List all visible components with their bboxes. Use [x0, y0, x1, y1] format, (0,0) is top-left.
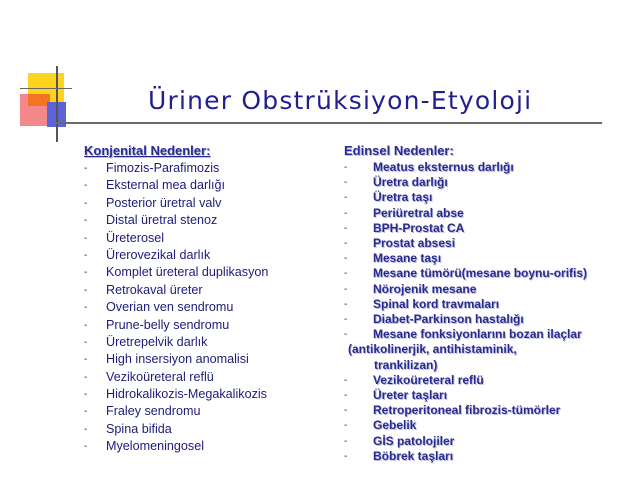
list-item-text: Diabet-Parkinson hastalığı [373, 312, 524, 327]
congenital-heading: Konjenital Nedenler: [84, 143, 211, 158]
list-item-text: Üretra taşı [373, 190, 433, 205]
bullet-marker: - [344, 192, 348, 204]
bullet-marker: - [84, 267, 88, 279]
list-item [84, 212, 268, 229]
list-item [84, 386, 268, 403]
bullet-marker: - [344, 207, 348, 219]
list-item [344, 175, 603, 190]
list-item-text: Retrokaval üreter [106, 282, 203, 297]
list-item [344, 418, 603, 433]
bullet-marker: - [344, 329, 348, 341]
deco-red-square [20, 94, 50, 126]
list-item [344, 297, 603, 312]
list-item-text: Üreter taşları [373, 388, 448, 403]
bullet-marker: - [84, 163, 88, 174]
acquired-causes-column [344, 141, 603, 464]
bullet-marker: - [84, 354, 88, 366]
list-item [344, 373, 603, 388]
list-item [344, 449, 603, 464]
bullet-marker: - [84, 249, 88, 261]
bullet-marker: - [84, 284, 88, 296]
list-item-text: Üreterosel [106, 230, 165, 245]
bullet-marker: - [84, 406, 88, 418]
bullet-marker: - [84, 302, 88, 314]
list-item [344, 236, 603, 251]
bullet-marker: - [344, 283, 348, 295]
list-item-text: Mesane fonksiyonlarını bozan ilaçlar [373, 327, 582, 342]
page-title: Üriner Obstrüksiyon-Etyoloji [148, 86, 533, 115]
list-item [84, 160, 268, 177]
deco-vertical-line [56, 66, 58, 142]
bullet-marker: - [84, 336, 88, 348]
bullet-marker: - [344, 298, 348, 310]
list-item-text: Böbrek taşları [373, 448, 454, 463]
congenital-list [84, 160, 268, 456]
bullet-marker: - [344, 162, 348, 173]
list-item [344, 221, 603, 236]
list-item [84, 403, 268, 420]
list-item-text: Distal üretral stenoz [106, 213, 218, 228]
list-item [344, 403, 603, 418]
list-item-text: High insersiyon anomalisi [106, 352, 249, 367]
list-item [344, 282, 603, 297]
list-item-text: Nörojenik mesane [373, 281, 477, 296]
list-item-text: Hidrokalikozis-Megakalikozis [106, 387, 267, 402]
acquired-heading: Edinsel Nedenler: [344, 143, 454, 158]
list-item [84, 299, 268, 316]
list-item-text: Mesane tümörü(mesane boynu-orifis) [373, 266, 588, 281]
list-item-text: (antikolinerjik, antihistaminik, [348, 342, 517, 357]
bullet-marker: - [84, 215, 88, 227]
bullet-marker: - [344, 374, 348, 386]
list-item-text: Fraley sendromu [106, 404, 201, 419]
list-item-text: Meatus eksternus darlığı [373, 160, 514, 174]
list-item-text: Prostat absesi [373, 236, 456, 251]
bullet-marker: - [84, 319, 88, 331]
bullet-marker: - [344, 405, 348, 417]
bullet-marker: - [84, 232, 88, 244]
list-item-text: Myelomeningosel [106, 439, 205, 454]
list-item [84, 282, 268, 299]
list-item [344, 190, 603, 205]
list-item-text: Fimozis-Parafimozis [106, 161, 220, 175]
bullet-marker: - [84, 371, 88, 383]
list-item [84, 247, 268, 264]
list-item [344, 388, 603, 403]
list-item [344, 358, 603, 373]
bullet-marker: - [84, 423, 88, 435]
list-item [344, 327, 603, 342]
bullet-marker: - [344, 268, 348, 280]
bullet-marker: - [344, 238, 348, 250]
list-item-text: Posterior üretral valv [106, 195, 222, 210]
list-item [84, 317, 268, 334]
title-divider [56, 122, 602, 124]
list-item-text: Gebelik [373, 418, 417, 433]
list-item-text: Spinal kord travmaları [373, 296, 500, 311]
list-item-text: BPH-Prostat CA [373, 220, 465, 235]
list-item-text: Üretra darlığı [373, 175, 448, 190]
acquired-list [344, 160, 603, 464]
list-item [84, 230, 268, 247]
list-item-text: trankilizan) [374, 357, 438, 372]
list-item [84, 369, 268, 386]
list-item [344, 312, 603, 327]
bullet-marker: - [84, 197, 88, 209]
list-item-text: Vezikoüreteral reflü [373, 372, 484, 387]
bullet-marker: - [84, 441, 88, 453]
list-item [84, 264, 268, 281]
list-item-text: Retroperitoneal fibrozis-tümörler [373, 403, 561, 418]
list-item-text: GİS patolojiler [373, 433, 455, 448]
bullet-marker: - [344, 177, 348, 189]
bullet-marker: - [344, 222, 348, 234]
list-item-text: Periüretral abse [373, 205, 464, 220]
list-item [84, 177, 268, 194]
list-item [344, 266, 603, 281]
list-item [84, 195, 268, 212]
list-item [344, 342, 603, 357]
list-item [344, 434, 603, 449]
bullet-marker: - [344, 420, 348, 432]
list-item [84, 438, 268, 455]
list-item [84, 421, 268, 438]
bullet-marker: - [344, 435, 348, 447]
list-item-text: Eksternal mea darlığı [106, 178, 225, 193]
bullet-marker: - [344, 390, 348, 402]
list-item [84, 351, 268, 368]
list-item-text: Komplet üreteral duplikasyon [106, 265, 269, 280]
bullet-marker: - [344, 314, 348, 326]
list-item-text: Overian ven sendromu [106, 300, 234, 315]
list-item [344, 160, 603, 175]
list-item-text: Üretrepelvik darlık [106, 334, 208, 349]
bullet-marker: - [344, 253, 348, 265]
list-item-text: Vezikoüreteral reflü [106, 369, 214, 384]
bullet-marker: - [84, 389, 88, 401]
congenital-causes-column [84, 141, 268, 456]
list-item [84, 334, 268, 351]
bullet-marker: - [344, 450, 348, 462]
list-item [344, 206, 603, 221]
list-item [344, 251, 603, 266]
list-item-text: Spina bifida [106, 421, 172, 436]
deco-horizontal-line [20, 88, 72, 89]
bullet-marker: - [84, 180, 88, 192]
list-item-text: Ürerovezikal darlık [106, 247, 211, 262]
list-item-text: Prune-belly sendromu [106, 317, 230, 332]
list-item-text: Mesane taşı [373, 251, 442, 266]
